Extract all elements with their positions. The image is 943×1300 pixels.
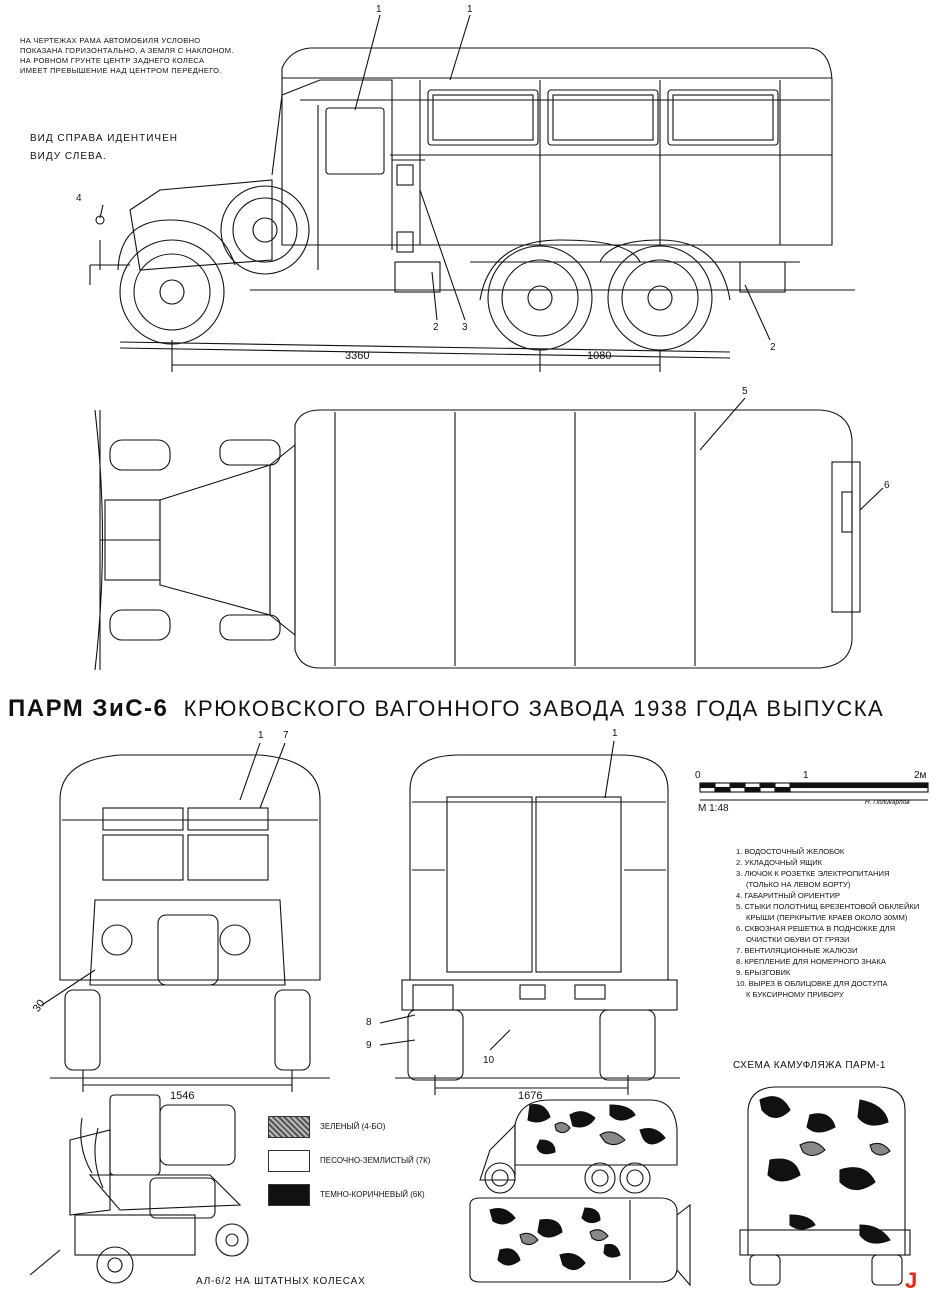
publisher-logo: Ј [905, 1268, 918, 1293]
callout-rear-8: 8 [366, 1017, 372, 1028]
dim-angle: 30 [30, 997, 48, 1015]
callout-side-1a: 1 [376, 4, 382, 15]
scale-two: 2м [914, 770, 927, 781]
scale-one: 1 [803, 770, 809, 781]
scale-ratio: М 1:48 [698, 803, 729, 814]
callout-rear-9: 9 [366, 1040, 372, 1051]
side-wheels [120, 240, 712, 350]
callout-side-3: 3 [462, 322, 468, 333]
label-green: ЗЕЛЕНЫЙ (4-БО) [320, 1122, 386, 1131]
callout-plan-6: 6 [884, 480, 890, 491]
title-rest: КРЮКОВСКОГО ВАГОННОГО ЗАВОДА 1938 ГОДА ВЫПУСКА [183, 696, 885, 721]
legend-item: 1. ВОДОСТОЧНЫЙ ЖЕЛОБОК [736, 847, 845, 856]
title-bold: ПАРМ ЗиС-6 [8, 695, 169, 722]
camo-heading: СХЕМА КАМУФЛЯЖА ПАРМ-1 [733, 1060, 886, 1071]
callout-plan-5: 5 [742, 386, 748, 397]
front-view [42, 743, 330, 1092]
callout-rear-10: 10 [483, 1055, 495, 1066]
legend-item: 8. КРЕПЛЕНИЕ ДЛЯ НОМЕРНОГО ЗНАКА [736, 957, 886, 966]
legend-list [736, 846, 919, 1000]
dim-rear-axle: 1080 [587, 350, 612, 362]
generator-caption: АЛ-6/2 НА ШТАТНЫХ КОЛЕСАХ [196, 1276, 366, 1287]
dim-rear-track: 1676 [518, 1090, 543, 1102]
frame-note-line-3: НА РОВНОМ ГРУНТЕ ЦЕНТР ЗАДНЕГО КОЛЕСА [20, 56, 205, 65]
dim-front-track: 1546 [170, 1090, 195, 1102]
label-sand: ПЕСОЧНО-ЗЕМЛИСТЫЙ (7К) [320, 1156, 431, 1165]
right-view-note [30, 130, 178, 166]
camo-side-view [480, 1100, 677, 1193]
callout-side-2a: 2 [433, 322, 439, 333]
generator-drawing [30, 1095, 248, 1283]
swatch-sand [268, 1150, 310, 1172]
callout-side-1b: 1 [467, 4, 473, 15]
drawing-title [8, 695, 884, 723]
swatch-brown [268, 1184, 310, 1206]
scale-zero: 0 [695, 770, 701, 781]
callout-side-4: 4 [76, 193, 82, 204]
legend-item: 6. СКВОЗНАЯ РЕШЕТКА В ПОДНОЖКЕ ДЛЯ [736, 924, 896, 933]
scale-bar [700, 783, 928, 800]
legend-item: 9. БРЫЗГОВИК [736, 968, 791, 977]
camo-top-view [470, 1198, 690, 1285]
legend-item: К БУКСИРНОМУ ПРИБОРУ [746, 990, 844, 999]
rear-view [380, 741, 680, 1095]
legend-item: КРЫШИ (ПЕРКРЫТИЕ КРАЕВ ОКОЛО 30ММ) [746, 913, 908, 922]
legend-item: 5. СТЫКИ ПОЛОТНИЩ БРЕЗЕНТОВОЙ ОБКЛЕЙКИ [736, 902, 920, 911]
frame-note-line-4: ИМЕЕТ ПРЕВЫШЕНИЕ НАД ЦЕНТРОМ ПЕРЕДНЕГО. [20, 66, 222, 75]
legend-item: (ТОЛЬКО НА ЛЕВОМ БОРТУ) [746, 880, 851, 889]
callout-side-2b: 2 [770, 342, 776, 353]
swatch-green [268, 1116, 310, 1138]
frame-note-line-2: ПОКАЗАНА ГОРИЗОНТАЛЬНО, А ЗЕМЛЯ С НАКЛОНОМ. [20, 46, 234, 55]
legend-item: 3. ЛЮЧОК К РОЗЕТКЕ ЭЛЕКТРОПИТАНИЯ [736, 869, 890, 878]
frame-note-line-1: НА ЧЕРТЕЖАХ РАМА АВТОМОБИЛЯ УСЛОВНО [20, 36, 201, 45]
scale-author: Н. Поликарпов [865, 799, 910, 806]
legend-item: 7. ВЕНТИЛЯЦИОННЫЕ ЖАЛЮЗИ [736, 946, 858, 955]
right-view-line-2: ВИДУ СЛЕВА. [30, 151, 107, 162]
legend-item: 4. ГАБАРИТНЫЙ ОРИЕНТИР [736, 891, 841, 900]
dim-wheelbase: 3360 [345, 350, 370, 362]
camo-rear-view [740, 1087, 910, 1285]
legend-item: 2. УКЛАДОЧНЫЙ ЯЩИК [736, 858, 823, 867]
callout-front-1: 1 [258, 730, 264, 741]
label-brown: ТЕМНО-КОРИЧНЕВЫЙ (6К) [320, 1190, 425, 1199]
legend-item: ОЧИСТКИ ОБУВИ ОТ ГРЯЗИ [746, 935, 850, 944]
legend-item: 10. ВЫРЕЗ В ОБЛИЦОВКЕ ДЛЯ ДОСТУПА [736, 979, 888, 988]
right-view-line-1: ВИД СПРАВА ИДЕНТИЧЕН [30, 133, 178, 144]
plan-view [95, 398, 883, 670]
callout-front-7: 7 [283, 730, 289, 741]
callout-rear-1: 1 [612, 728, 618, 739]
frame-note [20, 36, 250, 76]
